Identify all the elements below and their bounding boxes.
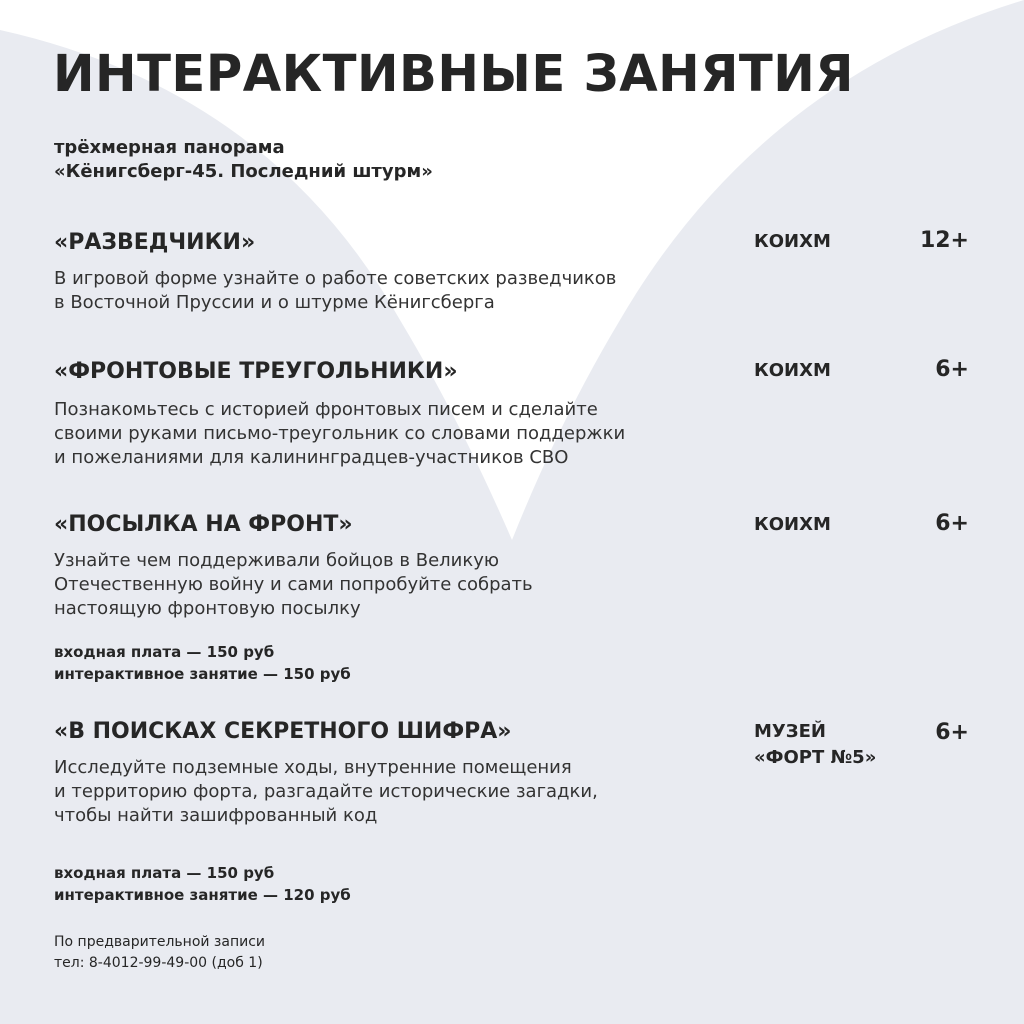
- activity-description: [54, 756, 598, 828]
- booking-phone: тел: 8-4012-99-49-00 (доб 1): [54, 955, 263, 971]
- description-line: своими руками письмо-треугольник со словами поддержки: [54, 423, 626, 444]
- activity-place: КОИХМ: [754, 360, 831, 381]
- description-line: В игровой форме узнайте о работе советских разведчиков: [54, 268, 617, 289]
- description-line: Познакомьтесь с историей фронтовых писем и сделайте: [54, 399, 598, 420]
- activity-description: [54, 398, 625, 470]
- description-line: и пожеланиями для калининградцев-участников СВО: [54, 447, 569, 468]
- activity-place: [754, 719, 876, 771]
- panorama-subtitle: [54, 136, 433, 184]
- subtitle-line: «Кёнигсберг-45. Последний штурм»: [54, 161, 433, 182]
- activity-place: КОИХМ: [754, 231, 831, 252]
- entry-price: входная плата — 150 руб: [54, 643, 275, 661]
- age-rating: 6+: [935, 357, 969, 382]
- description-line: Отечественную войну и сами попробуйте собрать: [54, 574, 533, 595]
- description-line: чтобы найти зашифрованный код: [54, 805, 378, 826]
- description-line: Исследуйте подземные ходы, внутренние помещения: [54, 757, 572, 778]
- activity-title-posylka-na-front: «ПОСЫЛКА НА ФРОНТ»: [54, 512, 353, 537]
- price-info-koihm: [54, 641, 351, 685]
- subtitle-line: трёхмерная панорама: [54, 137, 285, 158]
- age-rating: 6+: [935, 511, 969, 536]
- activity-title-frontovye-treugolniki: «ФРОНТОВЫЕ ТРЕУГОЛЬНИКИ»: [54, 359, 458, 384]
- place-line: МУЗЕЙ: [754, 721, 826, 742]
- booking-note: По предварительной записи: [54, 934, 265, 950]
- price-info-fort: [54, 862, 351, 906]
- activity-price: интерактивное занятие — 150 руб: [54, 665, 351, 683]
- activity-description: [54, 549, 533, 621]
- activity-price: интерактивное занятие — 120 руб: [54, 886, 351, 904]
- description-line: и территорию форта, разгадайте исторические загадки,: [54, 781, 598, 802]
- activity-title-razvedchiki: «РАЗВЕДЧИКИ»: [54, 230, 256, 255]
- description-line: Узнайте чем поддерживали бойцов в Великую: [54, 550, 500, 571]
- activity-description: [54, 267, 616, 315]
- page-title: ИНТЕРАКТИВНЫЕ ЗАНЯТИЯ: [53, 45, 855, 104]
- entry-price: входная плата — 150 руб: [54, 864, 275, 882]
- description-line: настоящую фронтовую посылку: [54, 598, 361, 619]
- activity-place: КОИХМ: [754, 514, 831, 535]
- age-rating: 12+: [919, 228, 969, 253]
- activity-title-v-poiskakh-shifra: «В ПОИСКАХ СЕКРЕТНОГО ШИФРА»: [54, 719, 512, 744]
- place-line: «ФОРТ №5»: [754, 747, 877, 768]
- age-rating: 6+: [935, 720, 969, 745]
- description-line: в Восточной Пруссии и о штурме Кёнигсберга: [54, 292, 495, 313]
- booking-info: [54, 932, 265, 974]
